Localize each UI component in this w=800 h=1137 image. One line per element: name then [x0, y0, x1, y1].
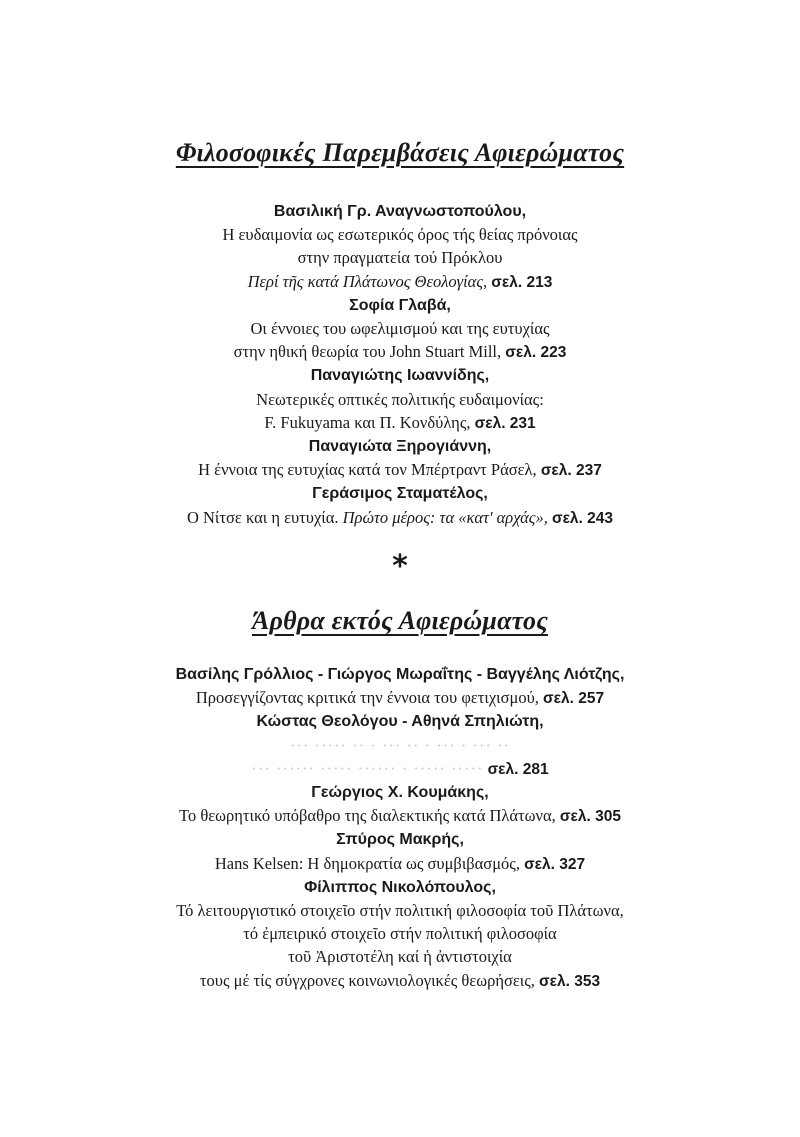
- entry-page-ref[interactable]: σελ. 237: [540, 462, 602, 480]
- entry-page-ref[interactable]: σελ. 353: [539, 972, 601, 990]
- toc-entry: [0, 200, 800, 294]
- entry-page-ref[interactable]: σελ. 281: [487, 760, 549, 778]
- entry-last-line: [0, 969, 800, 993]
- entry-author: Γεώργιος Χ. Κουμάκης,: [311, 784, 489, 802]
- entry-title-italic: Περί τῆς κατά Πλάτωνος Θεολογίας,: [247, 271, 488, 291]
- entry-last-line: [0, 458, 800, 482]
- entry-page-ref[interactable]: σελ. 327: [524, 855, 586, 873]
- entry-page-ref[interactable]: σελ. 305: [559, 808, 621, 826]
- entry-title-text: στην ηθική θεωρία του John Stuart Mill,: [233, 342, 502, 362]
- entry-author: Γεράσιμος Σταματέλος,: [312, 485, 488, 503]
- entry-title-text: Η έννοια της ευτυχίας κατά τον Μπέρτραντ Ράσελ,: [198, 460, 537, 480]
- entry-last-line: [0, 686, 800, 710]
- entry-title-line: τό ἐμπειρικό στοιχεῖο στήν πολιτική φιλοσοφία: [243, 924, 557, 944]
- section-1-entries: [0, 200, 800, 530]
- entry-author: Βασιλική Γρ. Αναγνωστοπούλου,: [273, 203, 527, 220]
- entry-last-line: [0, 506, 800, 530]
- toc-entry: [0, 663, 800, 710]
- section-2-title: Άρθρα εκτός Αφιερώματος: [251, 606, 549, 635]
- entry-title-line: τοῦ Ἀριστοτέλη καί ἡ ἀντιστοιχία: [288, 947, 512, 967]
- section-2-entries: [0, 663, 800, 993]
- entry-title-text: Ο Νίτσε και η ευτυχία.: [186, 507, 339, 527]
- entry-title-text: F. Fukuyama και Π. Κονδύλης,: [264, 412, 471, 432]
- entry-faded-line: ··· ······ ····· ······ · ····· ·····: [251, 758, 484, 778]
- entry-page-ref[interactable]: σελ. 213: [491, 273, 553, 291]
- entry-title-text: Hans Kelsen: Η δημοκρατία ως συμβιβασμός,: [214, 853, 520, 873]
- toc-entry: [0, 781, 800, 828]
- entry-last-line: [0, 757, 800, 781]
- entry-author: Σπύρος Μακρής,: [336, 831, 464, 849]
- entry-author: Παναγιώτα Ξηρογιάννη,: [308, 438, 492, 456]
- toc-entry: [0, 710, 800, 781]
- entry-title-line: Η ευδαιμονία ως εσωτερικός όρος τής θείας πρόνοιας: [222, 225, 578, 245]
- toc-entry: [0, 482, 800, 529]
- entry-last-line: [0, 340, 800, 364]
- entry-last-line: [0, 852, 800, 876]
- toc-entry: [0, 435, 800, 482]
- section-1-title: Φιλοσοφικές Παρεμβάσεις Αφιερώματος: [175, 138, 625, 167]
- entry-author: Σοφία Γλαβά,: [349, 296, 451, 314]
- entry-author: Βασίλης Γρόλλιος - Γιώργος Μωραΐτης - Βαγγέλης Λιότζης,: [175, 666, 625, 683]
- entry-page-ref[interactable]: σελ. 231: [474, 414, 536, 432]
- toc-entry: [0, 364, 800, 435]
- entry-title-italic: Πρώτο μέρος: τα «κατ' αρχάς»,: [342, 507, 548, 527]
- entry-page-ref[interactable]: σελ. 257: [543, 690, 605, 708]
- toc-entry: [0, 294, 800, 365]
- entry-last-line: [0, 270, 800, 294]
- entry-last-line: [0, 804, 800, 828]
- entry-last-line: [0, 411, 800, 435]
- entry-page-ref[interactable]: σελ. 223: [505, 344, 567, 362]
- entry-title-line: Νεωτερικές οπτικές πολιτικής ευδαιμονίας:: [256, 389, 544, 409]
- entry-title-text: Προσεγγίζοντας κριτικά την έννοια του φετιχισμού,: [195, 688, 539, 708]
- entry-author: Παναγιώτης Ιωαννίδης,: [310, 367, 490, 385]
- entry-title-text: τους μέ τίς σύγχρονες κοινωνιολογικές θεωρήσεις,: [199, 970, 535, 990]
- entry-author: Κώστας Θεολόγου - Αθηνά Σπηλιώτη,: [256, 713, 544, 731]
- entry-title-line: στην πραγματεία τού Πρόκλου: [297, 248, 503, 268]
- entry-author: Φίλιππος Νικολόπουλος,: [304, 878, 496, 896]
- entry-title-line: Οι έννοιες του ωφελιμισμού και της ευτυχίας: [250, 319, 550, 339]
- entry-faded-line: ··· ····· ·· · ··· ·· · ··· · ··· ··: [289, 735, 511, 755]
- entry-title-line: Τό λειτουργιστικό στοιχεῖο στήν πολιτική φιλοσοφία τοῦ Πλάτωνα,: [176, 901, 624, 921]
- entry-page-ref[interactable]: σελ. 243: [551, 509, 614, 527]
- toc-entry: [0, 876, 800, 993]
- entry-title-text: Το θεωρητικό υπόβαθρο της διαλεκτικής κατά Πλάτωνα,: [179, 806, 556, 826]
- toc-entry: [0, 828, 800, 875]
- asterisk-separator: *: [392, 549, 408, 584]
